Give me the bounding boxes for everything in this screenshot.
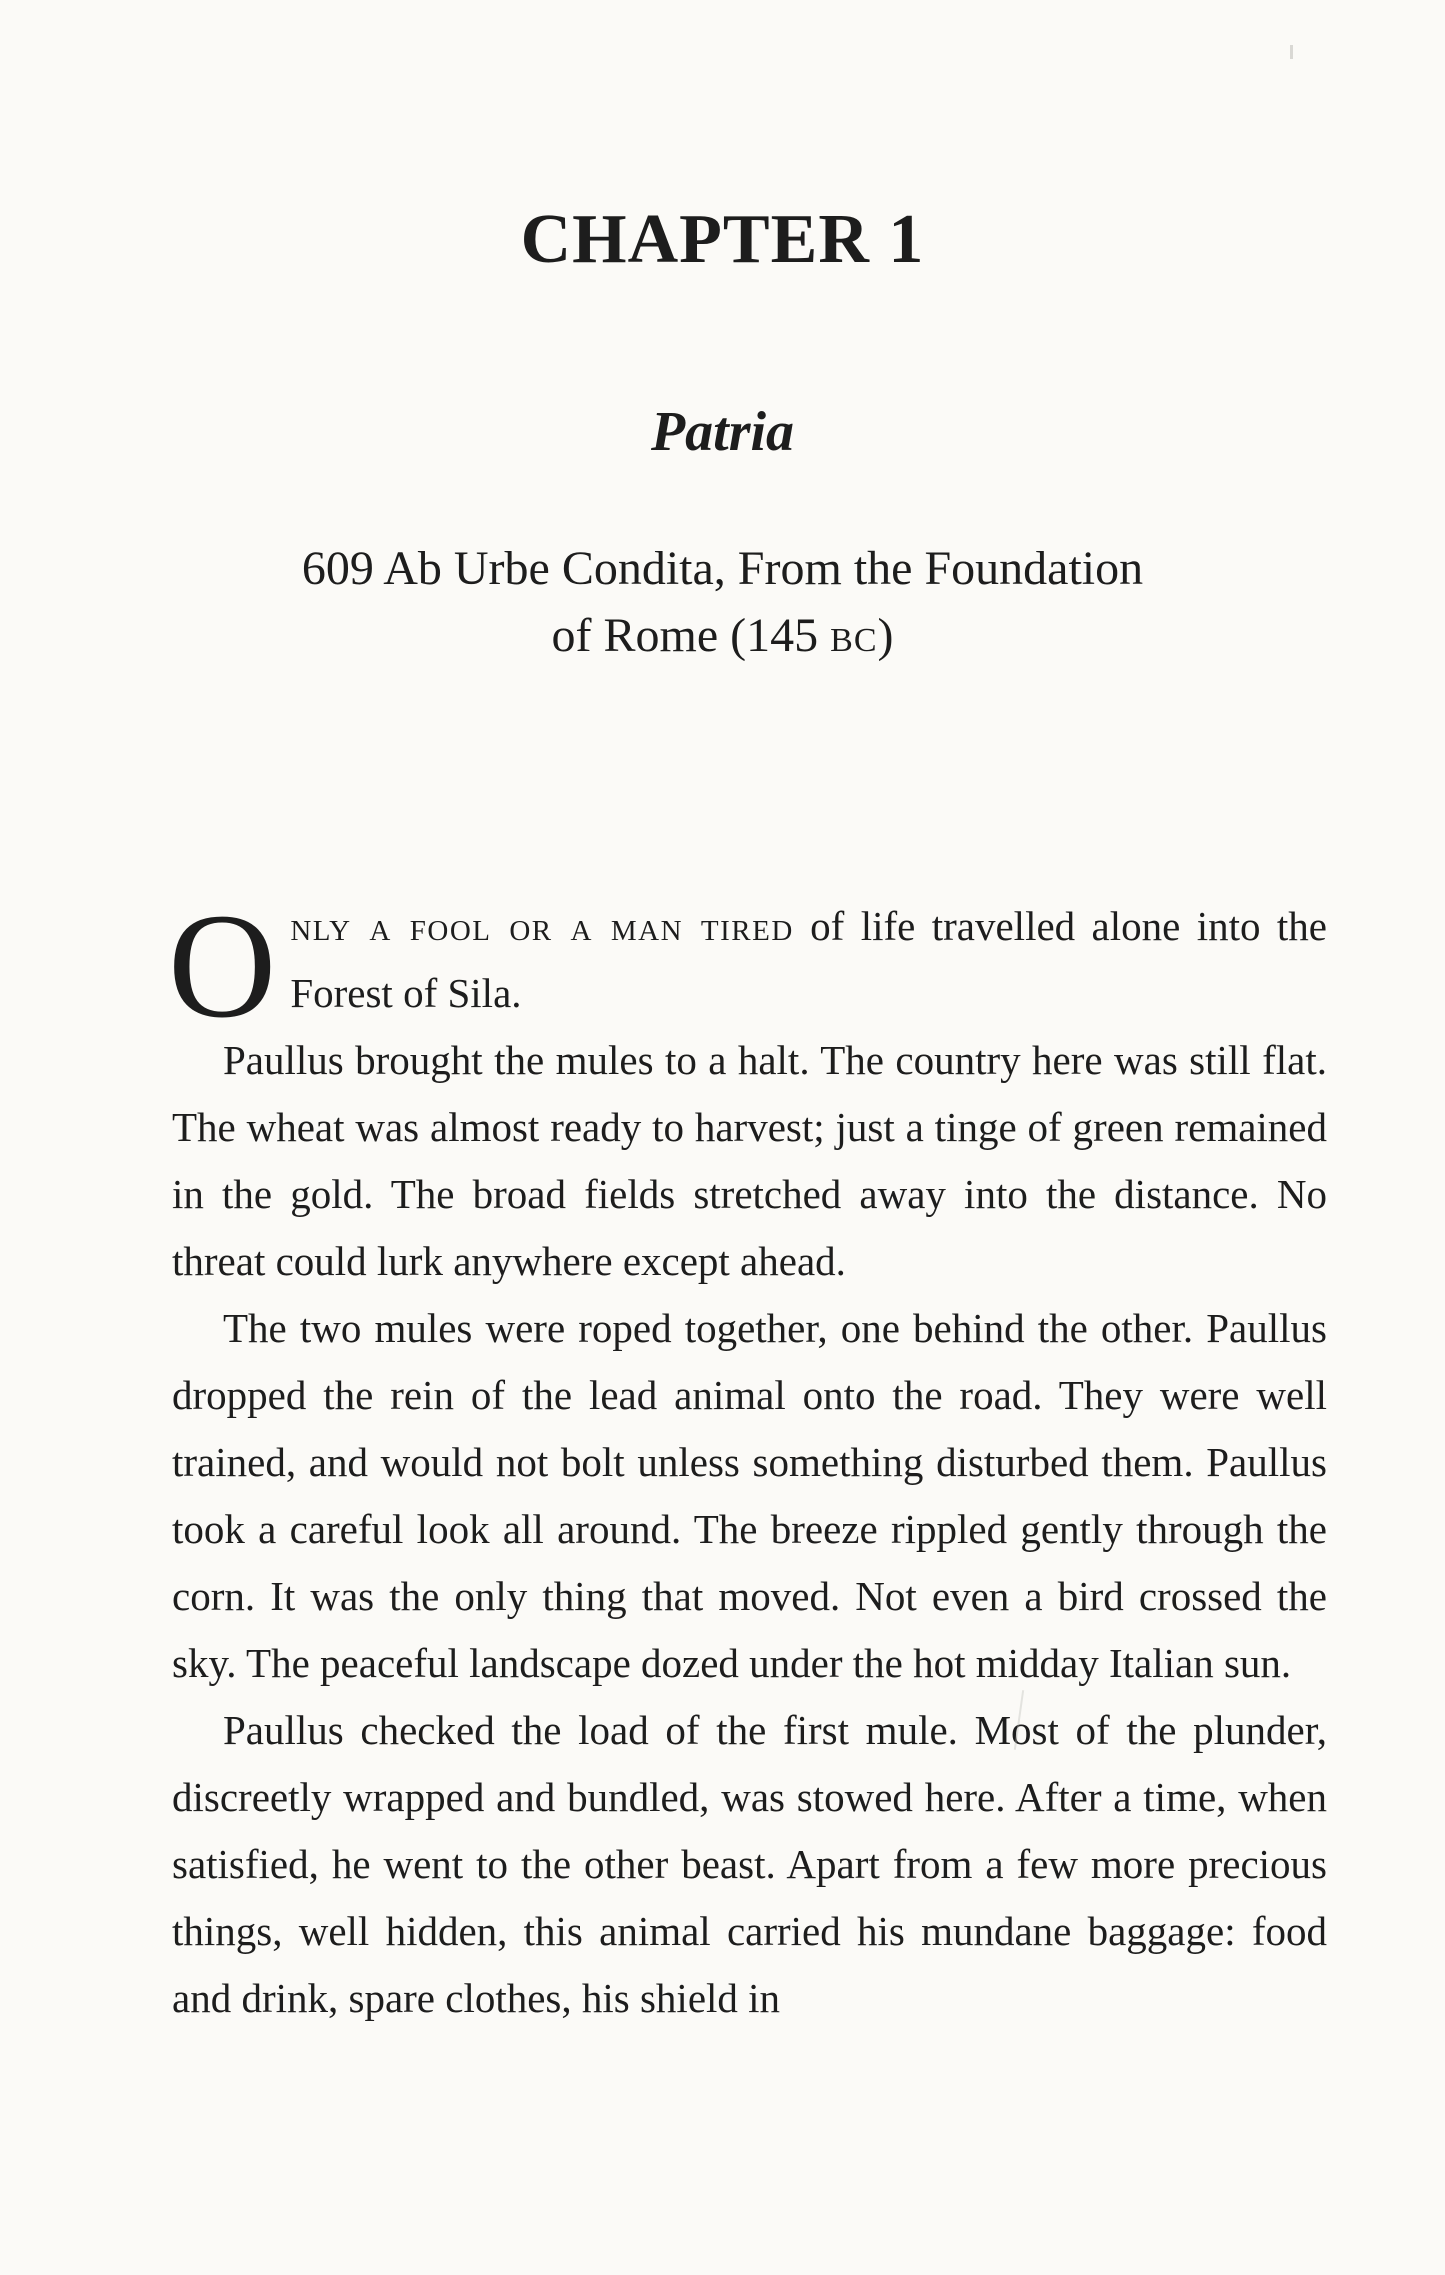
chapter-title: CHAPTER 1: [520, 201, 925, 278]
drop-cap: O: [168, 883, 277, 1049]
paragraph-1-text: of life travelled alone into the Forest of Sila.: [290, 903, 1327, 1016]
chapter-body: [168, 883, 1327, 2032]
date-era: bc: [830, 609, 878, 662]
scan-speck: [1290, 45, 1293, 59]
chapter-date: [0, 535, 1445, 669]
chapter-date-line-2: [0, 602, 1445, 669]
date-suffix: ): [877, 609, 894, 662]
paragraph-3: The two mules were roped together, one behind the other. Paullus dropped the rein of the lead animal onto the road. They were well trained, and would not bolt unless something disturbed them. Paullus took a careful look all around. The breeze rippled gently through the corn. It was the only thing that moved. Not even a bird crossed the sky. The peaceful landscape dozed under the hot midday Italian sun.: [172, 1305, 1327, 1686]
chapter-subtitle: Patria: [650, 401, 795, 463]
date-prefix: of Rome (145: [551, 609, 831, 662]
paragraph-4: Paullus checked the load of the first mule. Most of the plunder, discreetly wrapped and bundled, was stowed here. After a time, when satisfied, he went to the other beast. Apart from a few more precious things, well hidden, this animal carried his mundane baggage: food and drink, spare clothes, his shield in: [172, 1707, 1327, 2021]
paragraph-2: Paullus brought the mules to a halt. The country here was still flat. The wheat was almost ready to harvest; just a tinge of green remained in the gold. The broad fields stretched away into the distance. No threat could lurk anywhere except ahead.: [172, 1037, 1327, 1284]
lead-in: nly a fool or a man tired: [290, 903, 794, 949]
chapter-date-line-1: 609 Ab Urbe Condita, From the Foundation: [301, 542, 1144, 595]
paragraph-1: [168, 883, 1327, 1049]
